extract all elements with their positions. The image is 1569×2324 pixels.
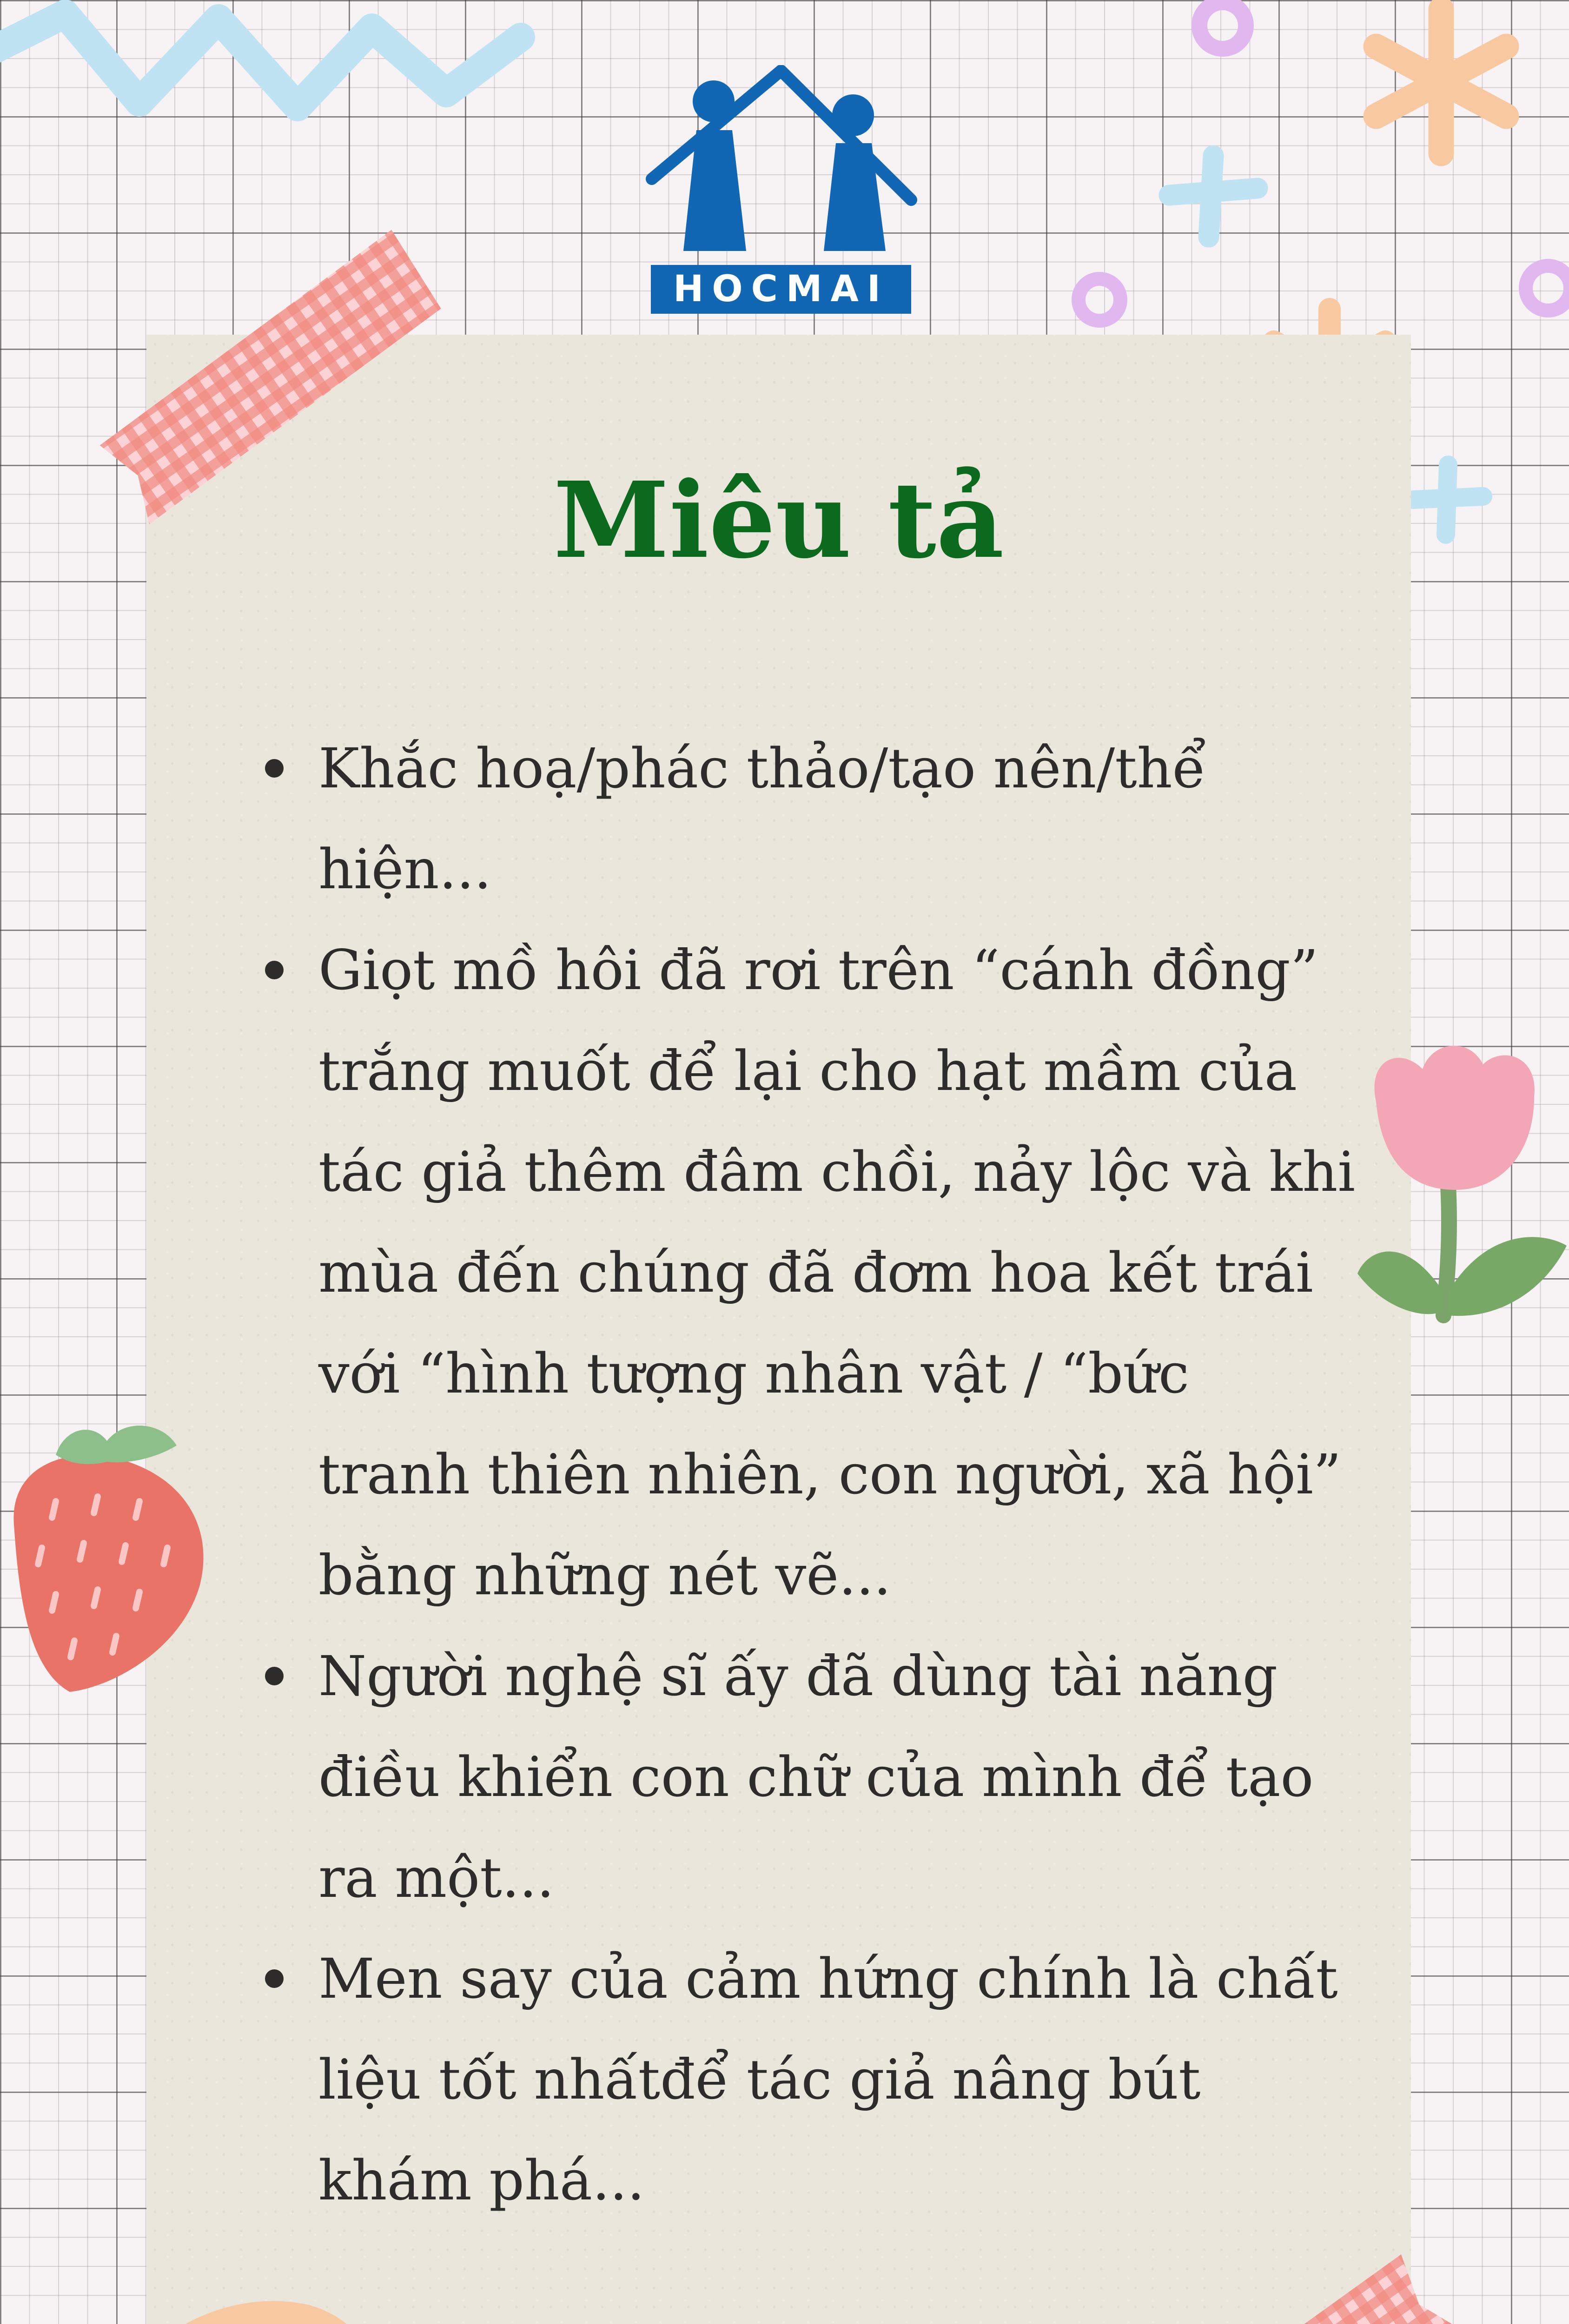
bullet-list [260,718,1357,2231]
list-item-text: Men say của cảm hứng chính là chất liệu tốt nhấtđể tác giả nâng bút khám phá... [318,1947,1338,2212]
cross-blue-icon [1158,144,1269,251]
star-orange-icon [1357,0,1525,167]
list-item [260,920,1357,1626]
list-item-text: Giọt mồ hôi đã rơi trên “cánh đồng” trắng muốt để lại cho hạt mầm của tác giả thêm đâm chồi, nảy lộc và khi mùa đến chúng đã đơm hoa kết trái với “hình tượng nhân vật / “bức tranh thiên nhiên, con người, xã hội” bằng những nét vẽ... [318,938,1356,1607]
list-item-text: Người nghệ sĩ ấy đã dùng tài năng điều khiển con chữ của mình để tạo ra một... [318,1644,1314,1910]
page-title: Miêu tả [553,459,1004,582]
list-item [260,1928,1357,2231]
hocmai-logo [642,65,920,325]
swirl-orange-icon [0,2268,381,2324]
zigzag-blue-icon [0,0,581,139]
strawberry-icon [0,1408,214,1697]
ring-purple-icon [1065,265,1134,335]
bullet-dot-icon [265,961,284,979]
bullet-dot-icon [265,759,284,778]
bullet-dot-icon [265,1969,284,1988]
list-item-text: Khắc hoạ/phác thảo/tạo nên/thể hiện... [318,736,1206,901]
washi-tape-top-icon [74,186,465,558]
two-people-roof-icon [642,65,920,265]
bullet-dot-icon [265,1667,284,1685]
ring-purple-icon [1181,0,1264,70]
list-item [260,1626,1357,1928]
cross-blue-icon [1404,456,1492,544]
logo-brand-text: HOCMAI [651,265,911,314]
ring-purple-icon [1511,251,1569,325]
tulip-icon [1348,1032,1569,1329]
washi-tape-bottom-icon [1088,2203,1478,2324]
list-item [260,718,1357,920]
